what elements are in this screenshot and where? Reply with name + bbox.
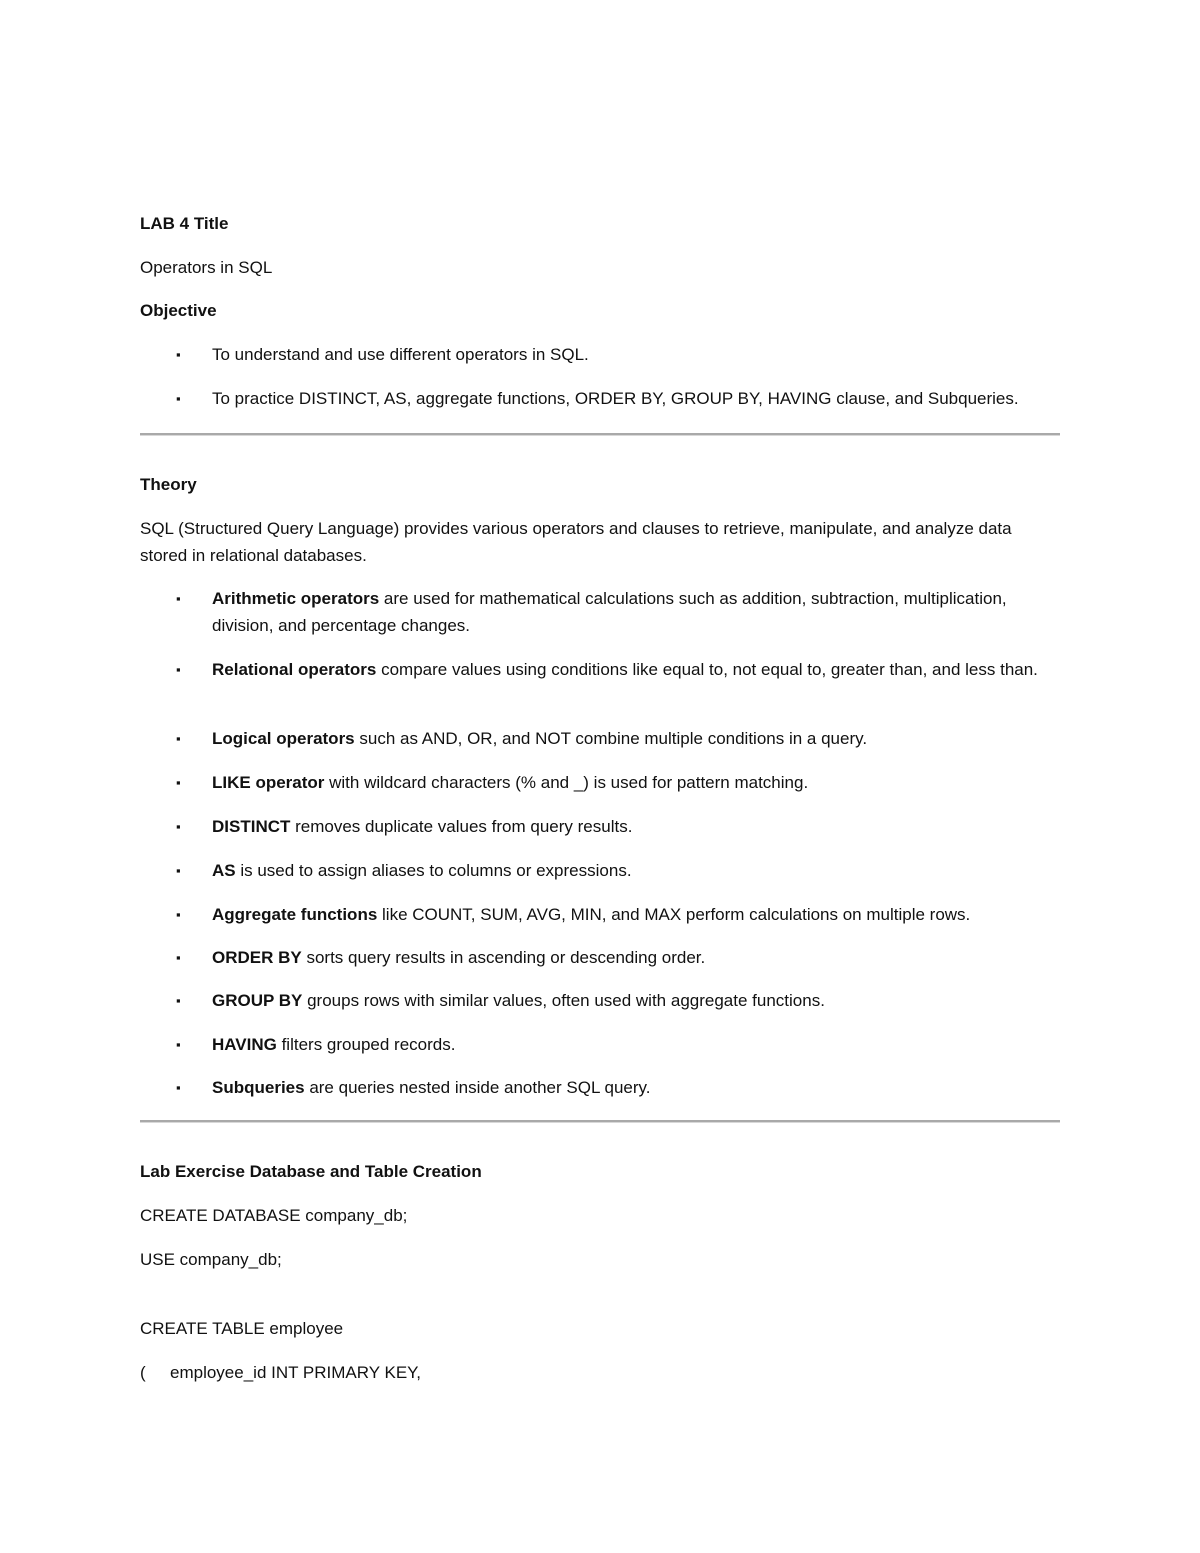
theory-item-description: are used for mathematical calculations such as addition, subtraction, multiplication, division, and percentage changes. — [212, 589, 1007, 635]
bullet-icon: ▪ — [176, 863, 181, 878]
theory-item-text — [212, 857, 1060, 884]
theory-item-text — [212, 813, 1060, 840]
bullet-icon: ▪ — [176, 1037, 181, 1052]
bullet-icon: ▪ — [176, 950, 181, 965]
theory-item-text — [212, 987, 1060, 1014]
theory-item-term: AS — [212, 861, 236, 880]
theory-item-description: like COUNT, SUM, AVG, MIN, and MAX perform calculations on multiple rows. — [377, 905, 971, 924]
theory-item-description: groups rows with similar values, often used with aggregate functions. — [302, 991, 825, 1010]
code-line: CREATE DATABASE company_db; — [140, 1206, 408, 1225]
theory-item-term: Aggregate functions — [212, 905, 378, 924]
theory-item-text — [212, 585, 1060, 639]
objective-item-text: To practice DISTINCT, AS, aggregate functions, ORDER BY, GROUP BY, HAVING clause, and Subqueries. — [212, 389, 1019, 408]
theory-intro: SQL (Structured Query Language) provides various operators and clauses to retrieve, manipulate, and analyze data stored in relational databases. — [140, 519, 1012, 565]
theory-item-term: DISTINCT — [212, 817, 291, 836]
theory-item-text — [212, 769, 1060, 796]
theory-item-term: Relational operators — [212, 660, 377, 679]
objective-heading: Objective — [140, 301, 217, 320]
theory-item-text — [212, 1031, 1060, 1058]
theory-item-description: is used to assign aliases to columns or expressions. — [235, 861, 632, 880]
section-divider — [140, 433, 1060, 436]
theory-item-term: HAVING — [212, 1035, 277, 1054]
code-line: USE company_db; — [140, 1250, 282, 1269]
theory-item-term: LIKE operator — [212, 773, 325, 792]
theory-item-description: filters grouped records. — [276, 1035, 456, 1054]
theory-item-description: are queries nested inside another SQL query. — [304, 1078, 651, 1097]
exercise-heading: Lab Exercise Database and Table Creation — [140, 1162, 482, 1181]
code-line: CREATE TABLE employee — [140, 1319, 344, 1338]
code-line-open-paren: ( — [140, 1363, 146, 1382]
bullet-icon: ▪ — [176, 1080, 181, 1095]
theory-item-description: with wildcard characters (% and _) is used for pattern matching. — [324, 773, 809, 792]
theory-item-text — [212, 1074, 1060, 1101]
theory-item-term: Logical operators — [212, 729, 355, 748]
bullet-icon: ▪ — [176, 907, 181, 922]
bullet-icon: ▪ — [176, 391, 181, 406]
theory-heading: Theory — [140, 475, 197, 494]
theory-item-text — [212, 656, 1060, 683]
theory-item-description: sorts query results in ascending or descending order. — [301, 948, 706, 967]
bullet-icon: ▪ — [176, 993, 181, 1008]
bullet-icon: ▪ — [176, 347, 181, 362]
bullet-icon: ▪ — [176, 731, 181, 746]
theory-item-description: compare values using conditions like equal to, not equal to, greater than, and less than. — [376, 660, 1038, 679]
theory-item-term: GROUP BY — [212, 991, 303, 1010]
theory-item-term: ORDER BY — [212, 948, 302, 967]
theory-item-text — [212, 901, 1060, 928]
bullet-icon: ▪ — [176, 662, 181, 677]
lab-topic: Operators in SQL — [140, 258, 273, 277]
theory-item-description: removes duplicate values from query results. — [290, 817, 633, 836]
code-line: employee_id INT PRIMARY KEY, — [170, 1363, 422, 1382]
theory-item-term: Subqueries — [212, 1078, 305, 1097]
theory-item-text — [212, 944, 1060, 971]
objective-item-text: To understand and use different operators in SQL. — [212, 345, 589, 364]
section-divider — [140, 1120, 1060, 1123]
lab-title: LAB 4 Title — [140, 214, 229, 233]
theory-item-description: such as AND, OR, and NOT combine multiple conditions in a query. — [354, 729, 868, 748]
theory-item-text — [212, 725, 1060, 752]
theory-item-term: Arithmetic operators — [212, 589, 380, 608]
bullet-icon: ▪ — [176, 591, 181, 606]
bullet-icon: ▪ — [176, 819, 181, 834]
bullet-icon: ▪ — [176, 775, 181, 790]
